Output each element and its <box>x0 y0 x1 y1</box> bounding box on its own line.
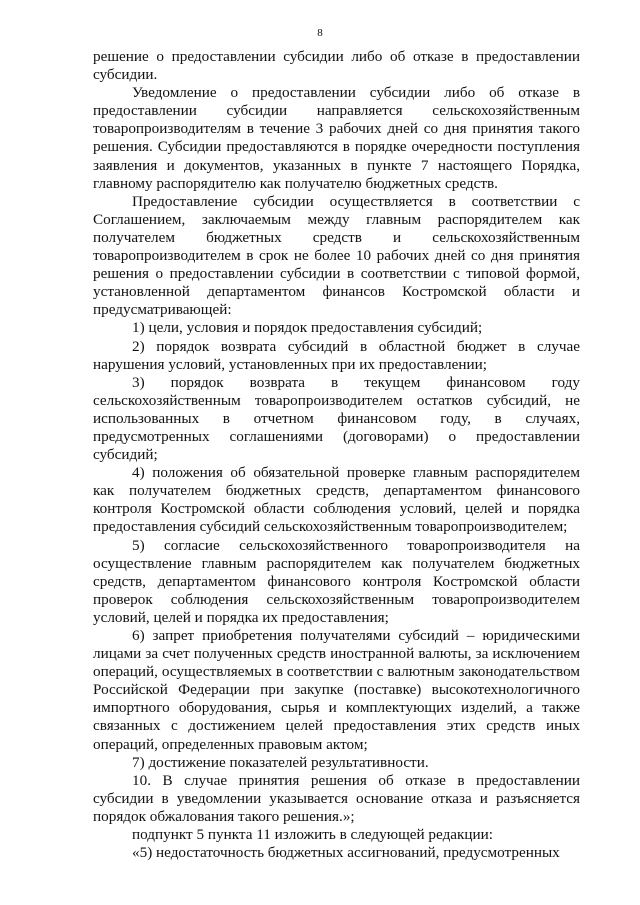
paragraph-amendment: подпункт 5 пункта 11 изложить в следующей редакции: <box>132 826 494 844</box>
page-number: 8 <box>317 27 323 39</box>
document-body <box>93 48 580 862</box>
paragraph-subpoint-5: «5) недостаточность бюджетных ассигнований, предусмотренных <box>132 844 560 862</box>
paragraph-1: решение о предоставлении субсидии либо об отказе в предоставлении субсидии. <box>93 48 580 84</box>
list-item-1: 1) цели, условия и порядок предоставления субсидий; <box>132 319 483 337</box>
list-item-2: 2) порядок возврата субсидий в областной бюджет в случае нарушения условий, установленных при их предоставлении; <box>93 337 580 373</box>
list-item-5: 5) согласие сельскохозяйственного товаропроизводителя на осуществление главным распорядителем как получателем бюджетных средств, департаментом финансового контроля Костромской области проверок соблюдения сельскохозяйственным товаропроизводителем условий, целей и порядка их предоставления; <box>93 536 580 626</box>
list-item-7: 7) достижение показателей результативности. <box>132 753 429 771</box>
list-item-6: 6) запрет приобретения получателями субсидий – юридическими лицами за счет полученных средств иностранной валюты, за исключением операций, осуществляемых в соответствии с валютным законодательством Российской Федерации при закупке (поставке) высокотехнологичного импортного оборудования, сырья и комплектующих изделий, а также связанных с достижением целей предоставления этих средств иных операций, определенных правовым актом; <box>93 627 580 753</box>
paragraph-3: Предоставление субсидии осуществляется в соответствии с Соглашением, заключаемым между главным распорядителем как получателем бюджетных средств и сельскохозяйственным товаропроизводителем в срок не более 10 рабочих дней со дня принятия решения о предоставлении субсидии в соответствии с типовой формой, установленной департаментом финансов Костромской области и предусматривающей: <box>93 192 580 319</box>
list-item-3: 3) порядок возврата в текущем финансовом году сельскохозяйственным товаропроизводителем остатков субсидий, не использованных в отчетном финансовом году, в случаях, предусмотренных соглашениями (договорами) о предоставлении субсидий; <box>93 373 580 464</box>
paragraph-point-10: 10. В случае принятия решения об отказе в предоставлении субсидии в уведомлении указывается основание отказа и разъясняется порядок обжалования такого решения.»; <box>93 771 580 825</box>
list-item-4: 4) положения об обязательной проверке главным распорядителем как получателем бюджетных средств, департаментом финансового контроля Костромской области соблюдения условий, целей и порядка предоставления субсидий сельскохозяйственным товаропроизводителем; <box>93 464 580 536</box>
paragraph-2: Уведомление о предоставлении субсидии либо об отказе в предоставлении субсидии направляется сельскохозяйственным товаропроизводителям в течение 3 рабочих дней со дня принятия такого решения. Субсидии предоставляются в порядке очередности поступления заявления и документов, указанных в пункте 7 настоящего Порядка, главному распорядителю как получателю бюджетных средств. <box>93 84 580 192</box>
